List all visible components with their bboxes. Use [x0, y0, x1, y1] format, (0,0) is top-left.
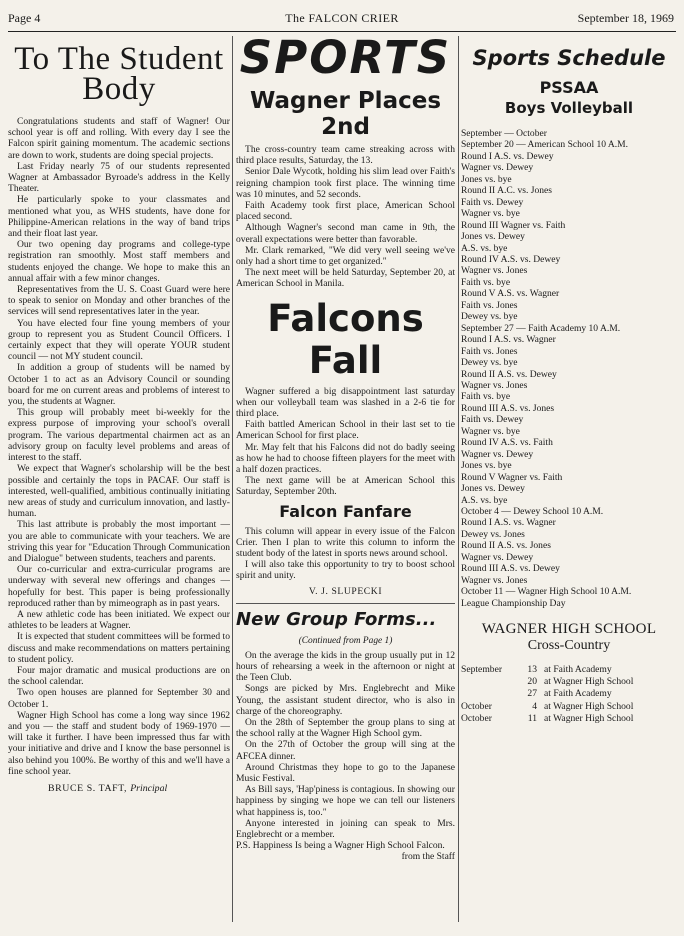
- fanfare-signature: V. J. SLUPECKI: [308, 585, 383, 597]
- table-row: [461, 701, 633, 713]
- schedule-line: Round V A.S. vs. Wagner: [461, 288, 560, 300]
- schedule-line: Dewey vs. Jones: [461, 528, 525, 540]
- schedule-line: Dewey vs. bye: [461, 357, 518, 369]
- sport-name: Boys Volleyball: [504, 99, 634, 117]
- article-paragraph: Representatives from the U. S. Coast Guard were here to speak to senior on Monday and other branches of the services will send representatives later in the year.: [8, 284, 230, 318]
- article-paragraph: Our two opening day programs and college-type registration ran smoothly. Most staff members and students enjoyed the change. We hope to make this an annual affair with a few minor changes.: [8, 239, 230, 284]
- schedule-line: Round III A.S. vs. Dewey: [461, 563, 560, 575]
- schedule-line: Jones vs. Dewey: [461, 483, 525, 495]
- article-paragraph: Four major dramatic and musical productions are on the school calendar.: [8, 664, 230, 688]
- article-paragraph: This last attribute is probably the most important — you are able to communicate with your teachers. We are striving this year for "Education Through Communication and Dialogue" between students, teachers and parents.: [8, 519, 230, 564]
- cross-country-day: 11: [527, 712, 537, 724]
- sports-column: [236, 36, 455, 928]
- new-group-article: [236, 650, 455, 840]
- article-paragraph: Songs are picked by Mrs. Englebrecht and Mike Young, the assistant student director, who is also in charge of the choreography.: [236, 683, 455, 717]
- article-paragraph: Anyone interested in joining can speak to Mrs. Englebrecht or a member.: [236, 817, 455, 840]
- article-paragraph: Our co-curricular and extra-curricular programs are underway with several new offerings and changes — hopefully for best. This paper is being professionally reproduced rather than by mimeograph as in past years.: [8, 564, 230, 609]
- schedule-line: Wagner vs. Jones: [461, 574, 528, 586]
- article-paragraph: You have elected four fine young members of your group to represent you as Student Council Officers. I certainly expect that they will operate YOUR student council — not MY student council.: [8, 317, 230, 363]
- signature-name: BRUCE S. TAFT,: [48, 782, 128, 794]
- schedule-line: Jones vs. bye: [461, 173, 512, 185]
- article-paragraph: Faith battled American School in their last set to tie American School for first place.: [236, 419, 455, 442]
- article-paragraph: On the average the kids in the group usually put in 12 hours of rehearsing a week in the afternoon or night at the Teen Club.: [236, 649, 455, 684]
- schedule-line: Round V Wagner vs. Faith: [461, 471, 563, 483]
- article-paragraph: The next game will be at American School this Saturday, September 20th.: [236, 475, 455, 498]
- table-row: [461, 713, 633, 725]
- schedule-line: Round II A.C. vs. Jones: [461, 185, 552, 197]
- postscript-text: P.S. Happiness Is being a Wagner High School Falcon.: [236, 840, 445, 852]
- schedule-line: Wagner vs. Dewey: [461, 551, 534, 563]
- newspaper-name: The FALCON CRIER: [285, 11, 399, 25]
- student-body-column: [8, 36, 230, 928]
- article-paragraph: We expect that Wagner's scholarship will be the best possible and certainly the tops in PACAF. Our staff is interested, well-qualified, ambitious continually initiating new areas of study and curriculum innovation, and lastly-human.: [8, 463, 230, 520]
- schedule-line: A.S. vs. bye: [461, 242, 508, 254]
- schedule-line: Jones vs. Dewey: [461, 231, 525, 243]
- cross-country-day: 20: [527, 676, 537, 688]
- cross-country-place: at Faith Academy: [544, 688, 612, 700]
- table-row: [461, 664, 633, 676]
- cross-country-place: at Wagner High School: [544, 700, 634, 712]
- schedule-line: Round III Wagner vs. Faith: [461, 219, 566, 231]
- schedule-line: Round II A.S. vs. Dewey: [461, 368, 557, 380]
- schedule-title: Sports Schedule: [472, 46, 666, 70]
- sports-section-title: SPORTS: [239, 36, 452, 84]
- schedule-line: September 27 — Faith Academy 10 A.M.: [461, 322, 621, 334]
- article-paragraph: Wagner High School has come a long way since 1962 and you — the staff and student body of 1969-1970 — will take it further. I have been impressed thus far with your initiative and drive and I know the base personnel is also behind you 100%. Be worthy of this and we'll have a fine school year.: [8, 709, 230, 777]
- schedule-line: September — October: [461, 128, 547, 139]
- table-row: [461, 676, 633, 688]
- schedule-line: Round I A.S. vs. Dewey: [461, 150, 554, 162]
- schedule-line: Jones vs. bye: [461, 460, 512, 472]
- cross-country-place: at Wagner High School: [544, 712, 634, 724]
- section-rule: [236, 603, 455, 604]
- schedule-line: Wagner vs. bye: [461, 208, 520, 220]
- article-paragraph: As Bill says, 'Hap'piness is contagious. In showing our happiness by singing we hope we can tell our listeners what happiness is, too.": [236, 784, 455, 818]
- cross-country-title: WAGNER HIGH SCHOOL: [481, 621, 657, 638]
- masthead-rule: [8, 31, 676, 32]
- schedule-line: Round IV A.S. vs. Dewey: [461, 253, 561, 265]
- schedule-line: Round III A.S. vs. Jones: [461, 402, 555, 414]
- cross-country-month: October: [461, 700, 492, 712]
- schedule-line: A.S. vs. bye: [461, 494, 508, 506]
- cross-country-day: 4: [532, 700, 537, 712]
- schedule-line: Dewey vs. bye: [461, 311, 518, 323]
- schedule-line: October 4 — Dewey School 10 A.M.: [461, 505, 604, 517]
- article-paragraph: Senior Dale Wycotk, holding his slim lead over Faith's reigning champion took first place. The winning time was 10 minutes, and 52 seconds.: [236, 166, 455, 200]
- cross-country-subtitle: Cross-Country: [527, 638, 611, 654]
- cross-country-month: September: [461, 664, 503, 676]
- schedule-line: Faith vs. Dewey: [461, 196, 524, 208]
- postscript: [236, 840, 455, 863]
- schedule-line: Faith vs. Dewey: [461, 414, 524, 426]
- new-group-headline: New Group Forms...: [236, 608, 437, 630]
- falcons-fall-headline: Falcons Fall: [267, 296, 424, 382]
- schedule-line: Wagner vs. Jones: [461, 379, 528, 391]
- cross-country-place: at Faith Academy: [544, 664, 612, 676]
- table-row: [461, 688, 633, 700]
- article-paragraph: This group will probably meet bi-weekly for the express purpose of improving your school's overall program. The various departmental chairmen act as an advisory group on faculty level problems and areas of interest to the staff.: [8, 407, 230, 464]
- student-body-article: [8, 116, 230, 777]
- schedule-line: Faith vs. Jones: [461, 345, 518, 357]
- article-paragraph: It is expected that student committees will be formed to discuss and make recommendations on matters pertaining to student policy.: [8, 631, 230, 665]
- wagner-places-headline: Wagner Places 2nd: [249, 88, 442, 140]
- schedule-line: League Championship Day: [461, 597, 566, 609]
- masthead: [0, 0, 684, 30]
- cross-country-month: October: [461, 712, 492, 724]
- cross-country-day: 13: [527, 664, 537, 676]
- article-paragraph: The cross-country team came streaking across with third place results, Saturday, the 13.: [236, 144, 455, 167]
- cross-country-month: [461, 676, 517, 688]
- schedule-line: Round IV A.S. vs. Faith: [461, 437, 553, 449]
- schedule-line: September 20 — American School 10 A.M.: [461, 139, 629, 151]
- cross-country-month: [461, 688, 517, 700]
- schedule-line: Faith vs. bye: [461, 276, 511, 288]
- schedule-line: Round I A.S. vs. Wagner: [461, 334, 556, 346]
- wagner-places-article: [236, 144, 455, 290]
- falcon-fanfare-headline: Falcon Fanfare: [279, 501, 412, 521]
- article-paragraph: I will also take this opportunity to try to boost school spirit and unity.: [236, 559, 455, 582]
- schedule-line: Round I A.S. vs. Wagner: [461, 517, 556, 529]
- falcons-fall-article: [236, 386, 455, 498]
- schedule-line: Wagner vs. Jones: [461, 265, 528, 277]
- column-divider: [458, 36, 459, 922]
- volleyball-schedule: [461, 128, 677, 609]
- falcon-fanfare-article: [236, 526, 455, 582]
- article-paragraph: On the 28th of September the group plans to sing at the school rally at the Wagner High School gym.: [236, 716, 455, 740]
- article-paragraph: Mr. Clark remarked, "We did very well seeing we've only had a short time to get organized.": [236, 244, 455, 268]
- cross-country-place: at Wagner High School: [544, 676, 634, 688]
- schedule-line: Faith vs. bye: [461, 391, 511, 403]
- article-paragraph: In addition a group of students will be named by October 1 to act as an Advisory Council or sounding board for me on current areas and problems of interest to you, the students at Wagner.: [8, 362, 230, 408]
- article-paragraph: The next meet will be held Saturday, September 20, at American School in Manila.: [236, 267, 455, 290]
- issue-date: September 18, 1969: [577, 11, 674, 25]
- cross-country-table: [461, 664, 633, 725]
- schedule-line: Wagner vs. Dewey: [461, 162, 534, 174]
- schedule-line: Wagner vs. bye: [461, 425, 520, 437]
- article-paragraph: Two open houses are planned for September 30 and October 1.: [8, 687, 230, 710]
- article-paragraph: Around Christmas they hope to go to the Japanese Music Festival.: [236, 761, 455, 784]
- continued-note: (Continued from Page 1): [298, 635, 393, 646]
- league-name: PSSAA: [539, 78, 599, 97]
- schedule-line: Round II A.S. vs. Jones: [461, 540, 551, 552]
- schedule-line: Wagner vs. Dewey: [461, 448, 534, 460]
- article-paragraph: On the 27th of October the group will sing at the AFCEA dinner.: [236, 739, 455, 762]
- page-number: Page 4: [8, 11, 41, 25]
- article-paragraph: He particularly spoke to your classmates and mentioned what you, as WHS students, have done for Philippine-American relations in the way of band trips and their float last year.: [8, 194, 230, 240]
- postscript-from: from the Staff: [401, 851, 455, 863]
- article-paragraph: Although Wagner's second man came in 9th, the overall expectations were better than favorable.: [236, 222, 455, 245]
- article-paragraph: Faith Academy took first place, American School placed second.: [236, 200, 455, 223]
- article-paragraph: Last Friday nearly 75 of our students represented Wagner at Ambassador Byroade's address in the Kelly Theater.: [8, 160, 230, 195]
- signature-title: Principal: [130, 782, 168, 794]
- article-paragraph: This column will appear in every issue of the Falcon Crier. Then I plan to write this column to inform the student body of the latest in sports news around school.: [236, 525, 455, 560]
- article-paragraph: Wagner suffered a big disappointment last saturday when our volleyball team was slashed in a 2-6 tie for third place.: [236, 385, 455, 420]
- column-divider: [232, 36, 233, 922]
- principal-signature: [8, 783, 230, 794]
- cross-country-day: 27: [527, 688, 537, 700]
- schedule-line: October 11 — Wagner High School 10 A.M.: [461, 586, 632, 598]
- schedule-column: [461, 36, 677, 928]
- article-paragraph: Congratulations students and staff of Wagner! Our school year is off and rolling. With every day I see the Falcon spirit gaining momentum. The academic sections are down to work, students are doing special projects.: [8, 116, 230, 161]
- schedule-line: Faith vs. Jones: [461, 299, 518, 311]
- article-paragraph: Mr. May felt that his Falcons did not do badly seeing as how he had to choose fifteen players for the meet with a half dozen practices.: [236, 441, 455, 476]
- student-body-headline: To The Student Body: [14, 41, 224, 107]
- article-paragraph: A new athletic code has been initiated. We expect our athletes to be leaders at Wagner.: [8, 608, 230, 632]
